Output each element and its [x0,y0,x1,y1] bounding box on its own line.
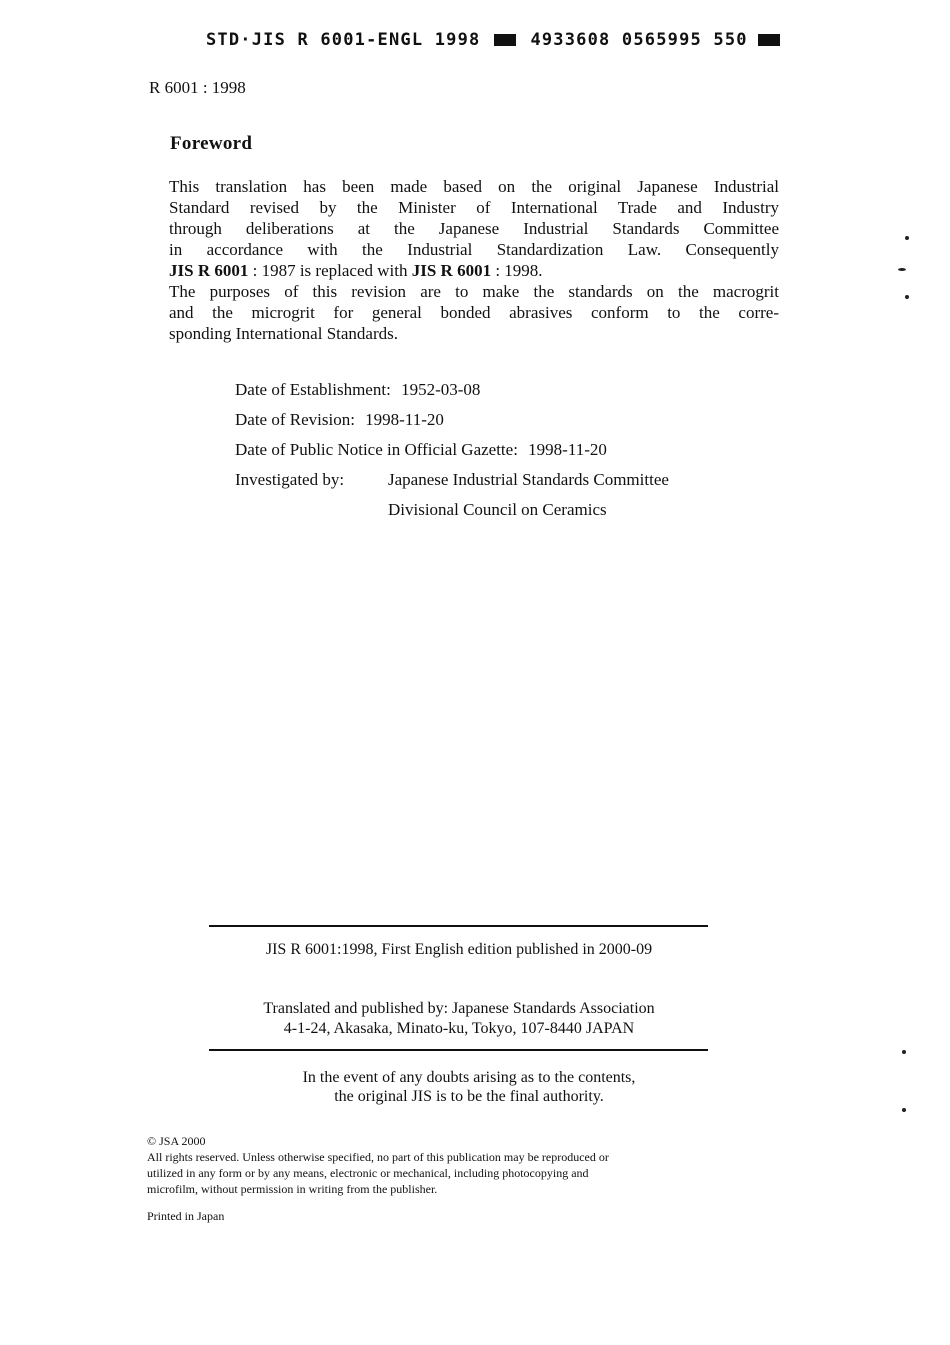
date-public-notice-label: Date of Public Notice in Official Gazette: [235,440,518,459]
investigated-by-value-1: Japanese Industrial Standards Committee [388,470,669,489]
date-establishment [235,380,480,400]
scan-speck [902,1108,906,1112]
date-public-notice [235,440,607,460]
date-revision-label: Date of Revision: [235,410,355,429]
copyright-symbol-line: © JSA 2000 [147,1134,206,1148]
date-establishment-label: Date of Establishment: [235,380,391,399]
scan-speck [905,236,909,240]
foreword-line: in accordance with the Industrial Standardization Law. Consequently [169,240,779,259]
document-id: R 6001 : 1998 [149,78,246,97]
replacement-text: : 1987 is replaced with [248,261,412,280]
foreword-line: Standard revised by the Minister of International Trade and Industry [169,198,779,217]
date-establishment-value: 1952-03-08 [401,380,481,399]
standard-ref-new: JIS R 6001 [411,261,492,280]
foreword-title: Foreword [170,133,253,154]
date-public-notice-value: 1998-11-20 [528,440,607,459]
publisher-line-1: Translated and published by: Japanese Standards Association [263,1000,655,1017]
stamp-block-mark-end [758,34,780,46]
investigated-by-label: Investigated by: [235,470,345,489]
copyright-block [147,1133,777,1197]
divider-bottom [209,1049,708,1051]
header-stamp-left: STD·JIS R 6001-ENGL 1998 [206,30,481,50]
copyright-text-line: All rights reserved. Unless otherwise specified, no part of this publication may be reproduced or [147,1150,609,1164]
foreword-line: through deliberations at the Japanese Industrial Standards Committee [169,219,779,238]
copyright-text-line: microfilm, without permission in writing from the publisher. [147,1182,438,1196]
printed-in: Printed in Japan [147,1209,225,1223]
date-revision-value: 1998-11-20 [365,410,444,429]
authority-note-line-1: In the event of any doubts arising as to the contents, [302,1069,636,1086]
foreword-line: and the microgrit for general bonded abrasives conform to the corre- [169,303,779,322]
replacement-year: : 1998. [491,261,543,280]
foreword-line: sponding International Standards. [169,324,398,343]
standard-ref-old: JIS R 6001 [169,261,249,280]
scan-speck [905,295,909,299]
divider-top [209,925,708,927]
authority-note-line-2: the original JIS is to be the final authority. [334,1088,604,1105]
investigated-by-value-2: Divisional Council on Ceramics [388,500,607,519]
foreword-line-replacement [169,260,779,281]
investigated-by [235,470,344,490]
stamp-block-mark [494,34,516,46]
publisher-line-2: 4-1-24, Akasaka, Minato-ku, Tokyo, 107-8440 JAPAN [283,1020,635,1037]
foreword-line: The purposes of this revision are to make the standards on the macrogrit [169,282,779,301]
scan-speck [898,268,906,271]
foreword-line: This translation has been made based on the original Japanese Industrial [169,177,779,196]
header-stamp-right: 4933608 0565995 550 [530,30,748,50]
edition-note: JIS R 6001:1998, First English edition published in 2000-09 [265,941,653,958]
scan-speck [902,1050,906,1054]
foreword-body [169,176,779,344]
header-stamp [206,30,780,50]
copyright-text-line: utilized in any form or by any means, electronic or mechanical, including photocopying and [147,1166,589,1180]
date-revision [235,410,444,430]
